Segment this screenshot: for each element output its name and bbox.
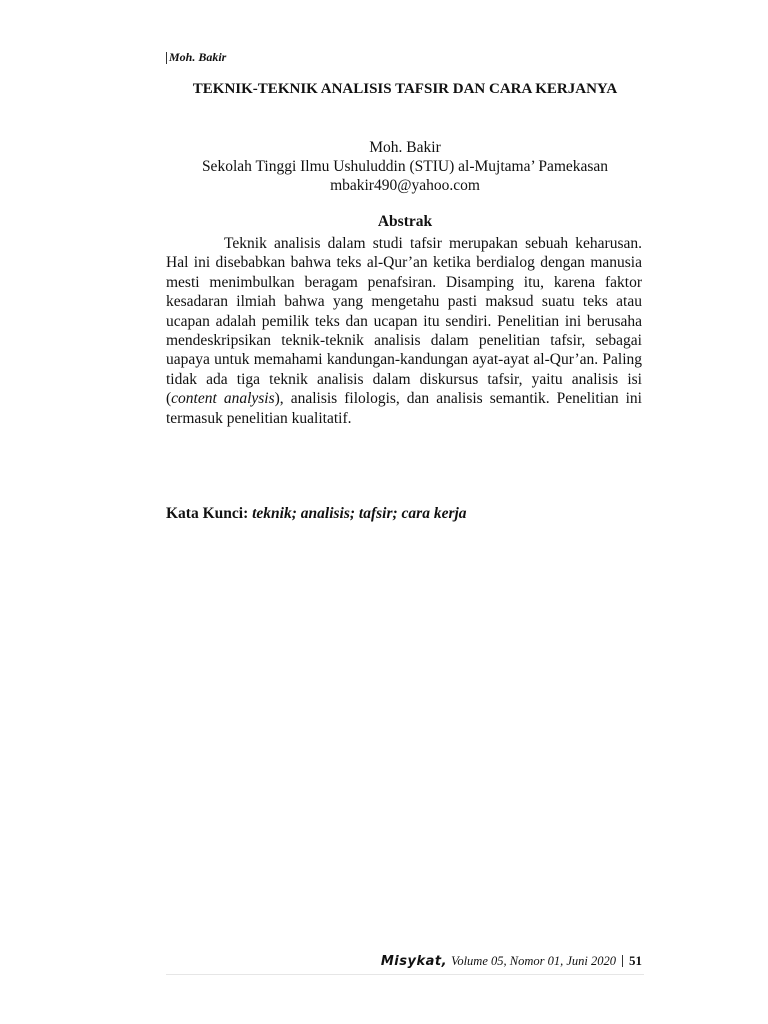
footer-journal-name: Misykat, <box>380 954 448 969</box>
page-number: 51 <box>629 953 642 968</box>
abstract-italic-term: content analysis <box>171 390 275 408</box>
keywords-label: Kata Kunci: <box>166 505 249 522</box>
abstract-body <box>166 234 642 428</box>
keywords <box>166 505 644 523</box>
keywords-values: teknik; analisis; tafsir; cara kerja <box>252 505 467 522</box>
abstract-heading: Abstrak <box>377 213 433 230</box>
footer-divider <box>622 955 623 967</box>
author-name: Moh. Bakir <box>369 139 441 156</box>
footer-rule <box>166 974 644 975</box>
author-email: mbakir490@yahoo.com <box>330 177 480 194</box>
running-head-text: Moh. Bakir <box>169 50 227 64</box>
running-head <box>166 50 226 65</box>
footer-issue: Volume 05, Nomor 01, Juni 2020 <box>451 954 616 968</box>
paper-title: TEKNIK-TEKNIK ANALISIS TAFSIR DAN CARA KERJANYA <box>192 81 618 97</box>
page-footer <box>381 953 642 969</box>
abstract-text-part-2: ), analisis filologis, dan analisis semantik. Penelitian ini termasuk penelitian kualitatif. <box>166 390 642 427</box>
author-affiliation: Sekolah Tinggi Ilmu Ushuluddin (STIU) al-Mujtama’ Pamekasan <box>201 158 609 175</box>
running-head-divider <box>166 52 167 64</box>
author-block <box>166 138 644 195</box>
abstract-text-part-1: Teknik analisis dalam studi tafsir merupakan sebuah keharusan. Hal ini disebabkan bahwa teks al-Qur’an ketika berdialog dengan manusia mesti menimbulkan beragam penafsiran. Disamping itu, karena faktor kesadaran ilmiah bahwa yang mengetahu pasti maksud suatu teks atau ucapan adalah pemilik teks dan ucapan itu sendiri. Penelitian ini berusaha mendeskripsikan teknik-teknik analisis dalam penelitian tafsir, sebagai uapaya untuk memahami kandungan-kandungan ayat-ayat al-Qur’an. Paling tidak ada tiga teknik analisis dalam diskursus tafsir, yaitu analisis isi ( <box>166 235 642 408</box>
